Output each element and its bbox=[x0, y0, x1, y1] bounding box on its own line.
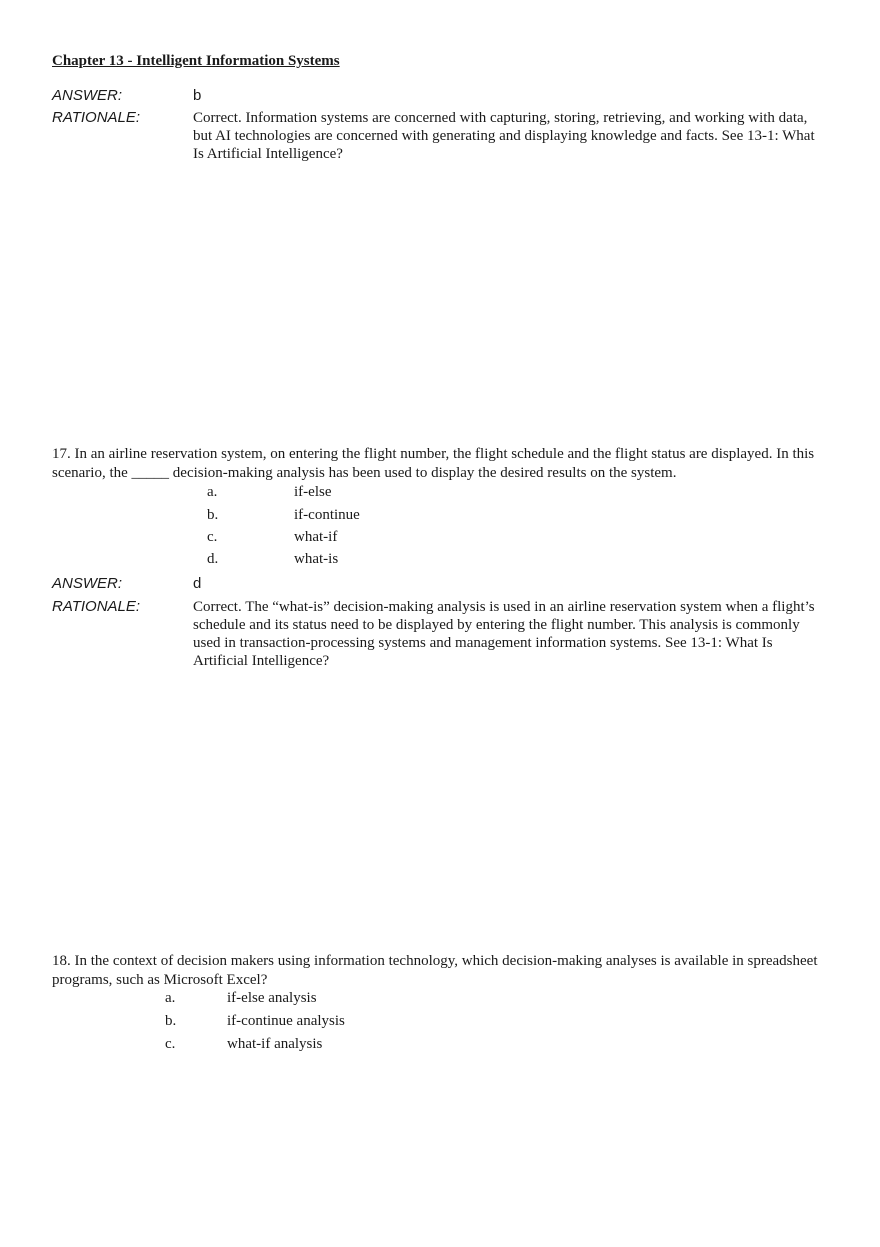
q17-option-letter: a. bbox=[207, 484, 218, 500]
rationale-label: RATIONALE: bbox=[52, 109, 141, 126]
q17-option-letter: b. bbox=[207, 507, 219, 523]
q18-option-letter: a. bbox=[165, 990, 176, 1006]
q17-option-text: if-continue bbox=[294, 507, 360, 523]
answer-value: d bbox=[193, 575, 202, 592]
q17-option-text: what-is bbox=[294, 551, 339, 567]
question-17-stem: 17. In an airline reservation system, on entering the flight number, the flight schedule and the flight status are displayed. In this scenario, the _____ decision-making analysis has been used to display the desired results on the system. bbox=[52, 446, 815, 481]
q18-option-letter: c. bbox=[165, 1036, 176, 1052]
q17-option-text: what-if bbox=[294, 529, 338, 545]
answer-value: b bbox=[193, 87, 202, 104]
rationale-label: RATIONALE: bbox=[52, 598, 141, 615]
answer-label: ANSWER: bbox=[52, 575, 123, 592]
q17-option-letter: d. bbox=[207, 551, 219, 567]
q17-option-text: if-else bbox=[294, 484, 332, 500]
answer-label: ANSWER: bbox=[52, 87, 123, 104]
q18-option-text: if-else analysis bbox=[227, 990, 317, 1006]
q17-option-letter: c. bbox=[207, 529, 218, 545]
rationale-text: Correct. Information systems are concerned with capturing, storing, retrieving, and working with data, but AI technologies are concerned with generating and displaying knowledge and facts. See 13-1: What Is Artificial Intelligence? bbox=[193, 110, 815, 162]
question-18-stem: 18. In the context of decision makers using information technology, which decision-making analyses is available in spreadsheet programs, such as Microsoft Excel? bbox=[52, 953, 818, 988]
q18-option-text: if-continue analysis bbox=[227, 1013, 345, 1029]
q18-option-letter: b. bbox=[165, 1013, 177, 1029]
chapter-title: Chapter 13 - Intelligent Information Systems bbox=[52, 53, 340, 69]
rationale-text: Correct. The “what-is” decision-making analysis is used in an airline reservation system when a flight’s schedule and its status need to be displayed by entering the flight number. This analysis is commonly used in transaction-processing systems and management information systems. See 13-1: What Is Artificial Intelligence? bbox=[193, 599, 815, 669]
q18-option-text: what-if analysis bbox=[227, 1036, 323, 1052]
